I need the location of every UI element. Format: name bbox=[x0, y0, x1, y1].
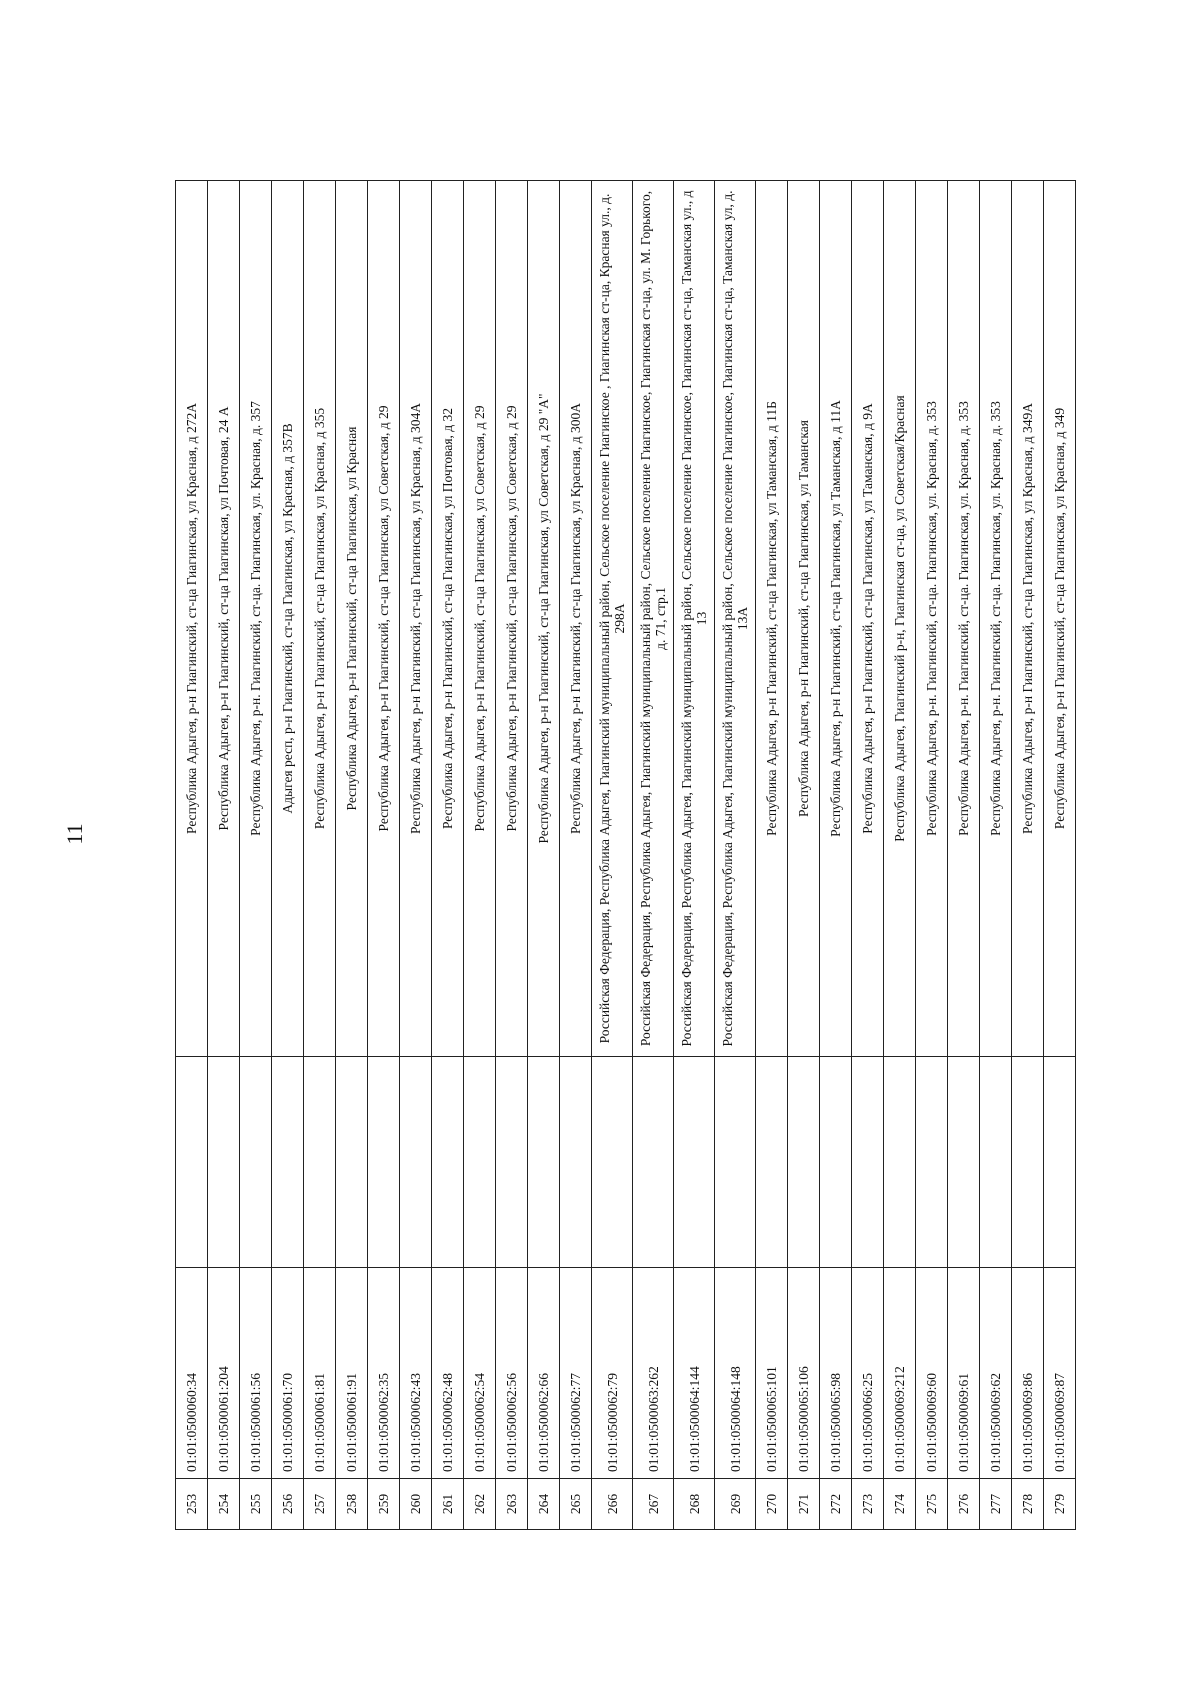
address-cell: Республика Адыгея, р-н. Гиагинский, ст-ца. Гиагинская, ул. Красная, д. 357 bbox=[240, 181, 272, 1057]
address-cell: Республика Адыгея, р-н Гиагинский, ст-ца Гиагинская, ул Советская, д 29 bbox=[368, 181, 400, 1057]
table-row bbox=[633, 181, 674, 1530]
address-cell: Российская Федерация, Республика Адыгея, Гиагинский муниципальный район, Сельское поселение Гиагинское, Гиагинская ст-ца, ул. М. Горького, д. 71, стр.1 bbox=[633, 181, 674, 1057]
address-cell: Республика Адыгея, р-н Гиагинский, ст-ца Гиагинская, ул Таманская, д 9А bbox=[852, 181, 884, 1057]
empty-cell bbox=[884, 1057, 916, 1268]
row-number-cell: 255 bbox=[240, 1479, 272, 1530]
address-cell: Республика Адыгея, р-н Гиагинский, ст-ца Гиагинская, ул Таманская, д 11Б bbox=[756, 181, 788, 1057]
row-number-cell: 277 bbox=[980, 1479, 1012, 1530]
address-cell: Республика Адыгея, р-н Гиагинский, ст-ца Гиагинская, ул Советская, д 29 "А" bbox=[528, 181, 560, 1057]
address-cell: Республика Адыгея, р-н. Гиагинский, ст-ца. Гиагинская, ул. Красная, д. 353 bbox=[980, 181, 1012, 1057]
table-row bbox=[980, 181, 1012, 1530]
table-row bbox=[715, 181, 756, 1530]
cadastral-number-cell: 01:01:0500060:34 bbox=[176, 1268, 208, 1479]
table-row bbox=[464, 181, 496, 1530]
cadastral-number-cell: 01:01:0500062:66 bbox=[528, 1268, 560, 1479]
cadastral-number-cell: 01:01:0500066:25 bbox=[852, 1268, 884, 1479]
table-row bbox=[336, 181, 368, 1530]
table-row bbox=[884, 181, 916, 1530]
table-row bbox=[176, 181, 208, 1530]
row-number-cell: 266 bbox=[592, 1479, 633, 1530]
table-row bbox=[916, 181, 948, 1530]
row-number-cell: 263 bbox=[496, 1479, 528, 1530]
empty-cell bbox=[304, 1057, 336, 1268]
row-number-cell: 259 bbox=[368, 1479, 400, 1530]
empty-cell bbox=[176, 1057, 208, 1268]
row-number-cell: 253 bbox=[176, 1479, 208, 1530]
table-row bbox=[432, 181, 464, 1530]
address-cell: Республика Адыгея, р-н Гиагинский, ст-ца Гиагинская, ул Красная, д 349 bbox=[1044, 181, 1076, 1057]
empty-cell bbox=[1044, 1057, 1076, 1268]
address-cell: Республика Адыгея, р-н Гиагинский, ст-ца Гиагинская, ул Почтовая, 24 А bbox=[208, 181, 240, 1057]
registry-table-wrapper bbox=[175, 180, 1090, 1530]
row-number-cell: 261 bbox=[432, 1479, 464, 1530]
cadastral-number-cell: 01:01:0500069:61 bbox=[948, 1268, 980, 1479]
table-row bbox=[496, 181, 528, 1530]
table-row bbox=[368, 181, 400, 1530]
address-cell: Адыгея респ, р-н Гиагинский, ст-ца Гиагинская, ул Красная, д 357В bbox=[272, 181, 304, 1057]
address-cell: Республика Адыгея, р-н Гиагинский, ст-ца Гиагинская, ул Красная, д 349А bbox=[1012, 181, 1044, 1057]
row-number-cell: 269 bbox=[715, 1479, 756, 1530]
registry-table-body bbox=[176, 181, 1076, 1530]
cadastral-number-cell: 01:01:0500061:56 bbox=[240, 1268, 272, 1479]
empty-cell bbox=[208, 1057, 240, 1268]
table-row bbox=[674, 181, 715, 1530]
cadastral-number-cell: 01:01:0500062:56 bbox=[496, 1268, 528, 1479]
row-number-cell: 254 bbox=[208, 1479, 240, 1530]
table-row bbox=[240, 181, 272, 1530]
row-number-cell: 265 bbox=[560, 1479, 592, 1530]
empty-cell bbox=[336, 1057, 368, 1268]
empty-cell bbox=[496, 1057, 528, 1268]
row-number-cell: 267 bbox=[633, 1479, 674, 1530]
empty-cell bbox=[560, 1057, 592, 1268]
row-number-cell: 256 bbox=[272, 1479, 304, 1530]
cadastral-number-cell: 01:01:0500069:60 bbox=[916, 1268, 948, 1479]
row-number-cell: 279 bbox=[1044, 1479, 1076, 1530]
empty-cell bbox=[715, 1057, 756, 1268]
address-cell: Республика Адыгея, р-н Гиагинский, ст-ца Гиагинская, ул Красная, д 300А bbox=[560, 181, 592, 1057]
cadastral-number-cell: 01:01:0500065:101 bbox=[756, 1268, 788, 1479]
row-number-cell: 276 bbox=[948, 1479, 980, 1530]
table-row bbox=[788, 181, 820, 1530]
empty-cell bbox=[852, 1057, 884, 1268]
address-cell: Республика Адыгея, р-н. Гиагинский, ст-ца. Гиагинская, ул. Красная, д. 353 bbox=[948, 181, 980, 1057]
registry-table bbox=[175, 180, 1076, 1530]
address-cell: Республика Адыгея, р-н. Гиагинский, ст-ца. Гиагинская, ул. Красная, д. 353 bbox=[916, 181, 948, 1057]
empty-cell bbox=[820, 1057, 852, 1268]
table-row bbox=[208, 181, 240, 1530]
empty-cell bbox=[432, 1057, 464, 1268]
address-cell: Республика Адыгея, р-н Гиагинский, ст-ца Гиагинская, ул Красная, д 355 bbox=[304, 181, 336, 1057]
address-cell: Российская Федерация, Республика Адыгея, Гиагинский муниципальный район, Сельское поселение Гиагинское , Гиагинская ст-ца, Красная ул., д. 298А bbox=[592, 181, 633, 1057]
cadastral-number-cell: 01:01:0500069:212 bbox=[884, 1268, 916, 1479]
cadastral-number-cell: 01:01:0500065:98 bbox=[820, 1268, 852, 1479]
cadastral-number-cell: 01:01:0500062:54 bbox=[464, 1268, 496, 1479]
cadastral-number-cell: 01:01:0500061:204 bbox=[208, 1268, 240, 1479]
empty-cell bbox=[368, 1057, 400, 1268]
empty-cell bbox=[272, 1057, 304, 1268]
table-row bbox=[560, 181, 592, 1530]
address-cell: Российская Федерация, Республика Адыгея, Гиагинский муниципальный район, Сельское поселение Гиагинское, Гиагинская ст-ца, Таманская ул, д. 13А bbox=[715, 181, 756, 1057]
empty-cell bbox=[948, 1057, 980, 1268]
table-row bbox=[820, 181, 852, 1530]
table-row bbox=[852, 181, 884, 1530]
cadastral-number-cell: 01:01:0500062:43 bbox=[400, 1268, 432, 1479]
row-number-cell: 268 bbox=[674, 1479, 715, 1530]
cadastral-number-cell: 01:01:0500069:86 bbox=[1012, 1268, 1044, 1479]
cadastral-number-cell: 01:01:0500062:35 bbox=[368, 1268, 400, 1479]
table-row bbox=[1044, 181, 1076, 1530]
table-row bbox=[1012, 181, 1044, 1530]
table-row bbox=[756, 181, 788, 1530]
row-number-cell: 260 bbox=[400, 1479, 432, 1530]
address-cell: Республика Адыгея, р-н Гиагинский, ст-ца Гиагинская, ул Красная bbox=[336, 181, 368, 1057]
address-cell: Республика Адыгея, р-н Гиагинский, ст-ца Гиагинская, ул Почтовая, д 32 bbox=[432, 181, 464, 1057]
address-cell: Республика Адыгея, р-н Гиагинский, ст-ца Гиагинская, ул Таманская bbox=[788, 181, 820, 1057]
table-row bbox=[400, 181, 432, 1530]
row-number-cell: 258 bbox=[336, 1479, 368, 1530]
empty-cell bbox=[980, 1057, 1012, 1268]
row-number-cell: 264 bbox=[528, 1479, 560, 1530]
table-row bbox=[948, 181, 980, 1530]
address-cell: Республика Адыгея, р-н Гиагинский, ст-ца Гиагинская, ул Таманская, д 11А bbox=[820, 181, 852, 1057]
empty-cell bbox=[756, 1057, 788, 1268]
address-cell: Республика Адыгея, р-н Гиагинский, ст-ца Гиагинская, ул Красная, д 272А bbox=[176, 181, 208, 1057]
empty-cell bbox=[592, 1057, 633, 1268]
cadastral-number-cell: 01:01:0500063:262 bbox=[633, 1268, 674, 1479]
cadastral-number-cell: 01:01:0500061:81 bbox=[304, 1268, 336, 1479]
table-row bbox=[304, 181, 336, 1530]
row-number-cell: 274 bbox=[884, 1479, 916, 1530]
empty-cell bbox=[1012, 1057, 1044, 1268]
address-cell: Республика Адыгея, р-н Гиагинский, ст-ца Гиагинская, ул Красная, д 304А bbox=[400, 181, 432, 1057]
address-cell: Республика Адыгея, р-н Гиагинский, ст-ца Гиагинская, ул Советская, д 29 bbox=[496, 181, 528, 1057]
empty-cell bbox=[464, 1057, 496, 1268]
cadastral-number-cell: 01:01:0500064:144 bbox=[674, 1268, 715, 1479]
page-number: 11 bbox=[62, 823, 87, 845]
row-number-cell: 275 bbox=[916, 1479, 948, 1530]
empty-cell bbox=[916, 1057, 948, 1268]
row-number-cell: 272 bbox=[820, 1479, 852, 1530]
cadastral-number-cell: 01:01:0500062:77 bbox=[560, 1268, 592, 1479]
row-number-cell: 257 bbox=[304, 1479, 336, 1530]
cadastral-number-cell: 01:01:0500065:106 bbox=[788, 1268, 820, 1479]
empty-cell bbox=[240, 1057, 272, 1268]
cadastral-number-cell: 01:01:0500061:70 bbox=[272, 1268, 304, 1479]
empty-cell bbox=[674, 1057, 715, 1268]
cadastral-number-cell: 01:01:0500062:79 bbox=[592, 1268, 633, 1479]
empty-cell bbox=[633, 1057, 674, 1268]
address-cell: Республика Адыгея, Гиагинский р-н, Гиагинская ст-ца, ул Советская/Красная bbox=[884, 181, 916, 1057]
row-number-cell: 270 bbox=[756, 1479, 788, 1530]
cadastral-number-cell: 01:01:0500061:91 bbox=[336, 1268, 368, 1479]
cadastral-number-cell: 01:01:0500062:48 bbox=[432, 1268, 464, 1479]
address-cell: Республика Адыгея, р-н Гиагинский, ст-ца Гиагинская, ул Советская, д 29 bbox=[464, 181, 496, 1057]
cadastral-number-cell: 01:01:0500064:148 bbox=[715, 1268, 756, 1479]
empty-cell bbox=[528, 1057, 560, 1268]
table-row bbox=[528, 181, 560, 1530]
row-number-cell: 273 bbox=[852, 1479, 884, 1530]
table-row bbox=[272, 181, 304, 1530]
cadastral-number-cell: 01:01:0500069:87 bbox=[1044, 1268, 1076, 1479]
row-number-cell: 278 bbox=[1012, 1479, 1044, 1530]
row-number-cell: 262 bbox=[464, 1479, 496, 1530]
empty-cell bbox=[400, 1057, 432, 1268]
empty-cell bbox=[788, 1057, 820, 1268]
row-number-cell: 271 bbox=[788, 1479, 820, 1530]
cadastral-number-cell: 01:01:0500069:62 bbox=[980, 1268, 1012, 1479]
table-row bbox=[592, 181, 633, 1530]
address-cell: Российская Федерация, Республика Адыгея, Гиагинский муниципальный район, Сельское поселение Гиагинское, Гиагинская ст-ца, Таманская ул., д 13 bbox=[674, 181, 715, 1057]
